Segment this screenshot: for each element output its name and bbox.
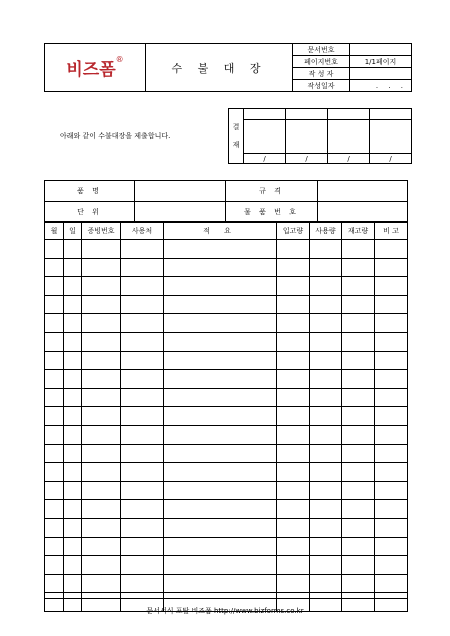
ledger-cell[interactable]: [310, 240, 342, 259]
unit-label: 단 위: [45, 202, 135, 223]
ledger-cell[interactable]: [342, 425, 375, 444]
approver-title-3[interactable]: [328, 109, 370, 120]
ledger-cell[interactable]: [277, 314, 310, 333]
ledger-cell[interactable]: [45, 258, 64, 277]
ledger-cell[interactable]: [121, 277, 164, 296]
ledger-cell[interactable]: [164, 240, 277, 259]
document-number-label: 문서번호: [293, 44, 350, 56]
ledger-cell[interactable]: [64, 500, 82, 519]
ledger-cell[interactable]: [342, 314, 375, 333]
author-label: 작 성 자: [293, 68, 350, 80]
ledger-cell[interactable]: [310, 351, 342, 370]
ledger-cell[interactable]: [45, 332, 64, 351]
ledger-cell[interactable]: [64, 444, 82, 463]
footer-divider: [44, 598, 407, 599]
ledger-cell[interactable]: [64, 332, 82, 351]
ledger-cell[interactable]: [375, 258, 408, 277]
ledger-cell[interactable]: [375, 314, 408, 333]
ledger-cell[interactable]: [82, 388, 121, 407]
ledger-cell[interactable]: [64, 277, 82, 296]
ledger-cell[interactable]: [121, 295, 164, 314]
ledger-cell[interactable]: [310, 537, 342, 556]
ledger-cell[interactable]: [375, 518, 408, 537]
ledger-cell[interactable]: [45, 295, 64, 314]
brand-logo: [45, 44, 146, 92]
submission-statement: 아래와 같이 수불대장을 제출합니다.: [60, 132, 171, 140]
ledger-cell[interactable]: [310, 556, 342, 575]
spec-label: 규 격: [226, 181, 318, 202]
table-row: [45, 277, 408, 296]
table-row: [45, 500, 408, 519]
ledger-cell[interactable]: [277, 332, 310, 351]
col-used: 사용량: [310, 222, 342, 240]
ledger-cell[interactable]: [45, 574, 64, 593]
ledger-cell[interactable]: [342, 537, 375, 556]
ledger-cell[interactable]: [82, 314, 121, 333]
ledger-cell[interactable]: [310, 388, 342, 407]
table-row: [45, 556, 408, 575]
item-number-label: 물 품 번 호: [226, 202, 318, 223]
ledger-cell[interactable]: [164, 332, 277, 351]
table-row: [45, 574, 408, 593]
ledger-cell[interactable]: [277, 425, 310, 444]
page-number-label: 페이지번호: [293, 56, 350, 68]
ledger-cell[interactable]: [82, 240, 121, 259]
approval-date-2[interactable]: /: [286, 154, 328, 164]
ledger-cell[interactable]: [64, 258, 82, 277]
ledger-cell[interactable]: [310, 481, 342, 500]
ledger-cell[interactable]: [164, 370, 277, 389]
col-usage-place: 사용처: [121, 222, 164, 240]
ledger-cell[interactable]: [82, 258, 121, 277]
ledger-cell[interactable]: [64, 518, 82, 537]
ledger-cell[interactable]: [277, 370, 310, 389]
ledger-cell[interactable]: [121, 388, 164, 407]
ledger-cell[interactable]: [45, 277, 64, 296]
ledger-cell[interactable]: [121, 314, 164, 333]
ledger-cell[interactable]: [310, 425, 342, 444]
table-row: [45, 463, 408, 482]
table-row: [45, 444, 408, 463]
footer-text: 문서서식 포탈 비즈폼 http://www.bizforms.co.kr: [146, 607, 304, 615]
ledger-cell[interactable]: [121, 370, 164, 389]
ledger-cell[interactable]: [277, 277, 310, 296]
ledger-cell[interactable]: [277, 500, 310, 519]
registered-mark: ®: [115, 55, 124, 64]
ledger-cell[interactable]: [64, 388, 82, 407]
ledger-cell[interactable]: [164, 277, 277, 296]
ledger-cell[interactable]: [342, 240, 375, 259]
ledger-cell[interactable]: [164, 314, 277, 333]
ledger-cell[interactable]: [277, 463, 310, 482]
ledger-cell[interactable]: [310, 463, 342, 482]
ledger-cell[interactable]: [82, 351, 121, 370]
ledger-cell[interactable]: [375, 277, 408, 296]
ledger-cell[interactable]: [277, 388, 310, 407]
ledger-cell[interactable]: [45, 481, 64, 500]
table-row: [45, 388, 408, 407]
ledger-cell[interactable]: [64, 314, 82, 333]
ledger-cell[interactable]: [310, 370, 342, 389]
ledger-cell[interactable]: [64, 351, 82, 370]
ledger-cell[interactable]: [164, 295, 277, 314]
table-row: [45, 295, 408, 314]
approver-title-1[interactable]: [244, 109, 286, 120]
ledger-cell[interactable]: [375, 556, 408, 575]
ledger-cell[interactable]: [164, 500, 277, 519]
form-title: 수 불 대 장: [146, 44, 293, 92]
ledger-cell[interactable]: [375, 388, 408, 407]
ledger-cell[interactable]: [64, 556, 82, 575]
ledger-cell[interactable]: [342, 388, 375, 407]
ledger-cell[interactable]: [310, 258, 342, 277]
ledger-cell[interactable]: [82, 277, 121, 296]
ledger-cell[interactable]: [277, 351, 310, 370]
ledger-cell[interactable]: [82, 332, 121, 351]
approval-label-top: 결: [232, 123, 240, 131]
ledger-cell[interactable]: [82, 295, 121, 314]
table-row: [45, 425, 408, 444]
ledger-cell[interactable]: [121, 258, 164, 277]
ledger-cell[interactable]: [375, 481, 408, 500]
ledger-cell[interactable]: [342, 295, 375, 314]
table-row: [45, 518, 408, 537]
ledger-cell[interactable]: [375, 444, 408, 463]
col-voucher-no: 증빙번호: [82, 222, 121, 240]
ledger-cell[interactable]: [45, 314, 64, 333]
approver-title-4[interactable]: [370, 109, 412, 120]
ledger-cell[interactable]: [342, 277, 375, 296]
ledger-cell[interactable]: [82, 425, 121, 444]
ledger-table: [44, 221, 408, 612]
table-row: [45, 314, 408, 333]
ledger-cell[interactable]: [277, 537, 310, 556]
ledger-cell[interactable]: [310, 314, 342, 333]
ledger-cell[interactable]: [164, 556, 277, 575]
ledger-cell[interactable]: [121, 574, 164, 593]
ledger-cell[interactable]: [82, 518, 121, 537]
ledger-cell[interactable]: [121, 556, 164, 575]
item-number-field[interactable]: [318, 202, 408, 223]
approval-date-4[interactable]: /: [370, 154, 412, 164]
ledger-cell[interactable]: [164, 258, 277, 277]
brand-logo-text: 비즈폼: [66, 60, 116, 80]
ledger-cell[interactable]: [121, 500, 164, 519]
ledger-cell[interactable]: [310, 295, 342, 314]
ledger-cell[interactable]: [64, 574, 82, 593]
approval-label-bottom: 재: [232, 141, 240, 149]
ledger-cell[interactable]: [164, 481, 277, 500]
ledger-cell[interactable]: [164, 463, 277, 482]
document-header: [44, 43, 412, 92]
ledger-cell[interactable]: [342, 500, 375, 519]
ledger-cell[interactable]: [121, 351, 164, 370]
ledger-cell[interactable]: [121, 444, 164, 463]
approver-sign-1[interactable]: [244, 120, 286, 154]
ledger-cell[interactable]: [375, 370, 408, 389]
table-row: [45, 481, 408, 500]
ledger-cell[interactable]: [277, 481, 310, 500]
table-row: [45, 537, 408, 556]
ledger-cell[interactable]: [45, 388, 64, 407]
table-row: [45, 258, 408, 277]
ledger-cell[interactable]: [375, 425, 408, 444]
ledger-cell[interactable]: [277, 556, 310, 575]
col-received: 입고량: [277, 222, 310, 240]
table-row: [45, 370, 408, 389]
ledger-cell[interactable]: [342, 332, 375, 351]
ledger-cell[interactable]: [277, 574, 310, 593]
author-field[interactable]: [350, 68, 412, 80]
col-remarks: 비 고: [375, 222, 408, 240]
ledger-cell[interactable]: [82, 463, 121, 482]
ledger-cell[interactable]: [45, 351, 64, 370]
ledger-cell[interactable]: [277, 407, 310, 426]
ledger-cell[interactable]: [277, 258, 310, 277]
ledger-cell[interactable]: [375, 463, 408, 482]
ledger-cell[interactable]: [375, 500, 408, 519]
page-number-field[interactable]: 1/1페이지: [350, 56, 412, 68]
ledger-cell[interactable]: [310, 277, 342, 296]
ledger-cell[interactable]: [375, 537, 408, 556]
ledger-cell[interactable]: [45, 463, 64, 482]
col-stock: 재고량: [342, 222, 375, 240]
approver-title-2[interactable]: [286, 109, 328, 120]
ledger-cell[interactable]: [64, 537, 82, 556]
ledger-cell[interactable]: [121, 481, 164, 500]
ledger-cell[interactable]: [45, 444, 64, 463]
ledger-cell[interactable]: [164, 574, 277, 593]
ledger-cell[interactable]: [342, 407, 375, 426]
ledger-cell[interactable]: [121, 537, 164, 556]
ledger-cell[interactable]: [121, 240, 164, 259]
ledger-cell[interactable]: [310, 407, 342, 426]
ledger-cell[interactable]: [164, 407, 277, 426]
ledger-cell[interactable]: [375, 351, 408, 370]
ledger-header-row: [45, 222, 408, 240]
ledger-cell[interactable]: [64, 425, 82, 444]
ledger-cell[interactable]: [82, 370, 121, 389]
ledger-cell[interactable]: [277, 240, 310, 259]
ledger-cell[interactable]: [82, 537, 121, 556]
approver-sign-2[interactable]: [286, 120, 328, 154]
ledger-cell[interactable]: [121, 407, 164, 426]
table-row: [45, 351, 408, 370]
ledger-cell[interactable]: [45, 407, 64, 426]
ledger-cell[interactable]: [82, 407, 121, 426]
date-label: 작성일자: [293, 80, 350, 92]
ledger-cell[interactable]: [342, 370, 375, 389]
ledger-cell[interactable]: [45, 500, 64, 519]
ledger-cell[interactable]: [82, 574, 121, 593]
ledger-cell[interactable]: [277, 518, 310, 537]
ledger-cell[interactable]: [164, 388, 277, 407]
ledger-cell[interactable]: [164, 425, 277, 444]
ledger-cell[interactable]: [310, 332, 342, 351]
unit-field[interactable]: [135, 202, 226, 223]
ledger-cell[interactable]: [121, 425, 164, 444]
ledger-cell[interactable]: [121, 518, 164, 537]
approval-date-3[interactable]: /: [328, 154, 370, 164]
col-month: 월: [45, 222, 64, 240]
ledger-cell[interactable]: [375, 574, 408, 593]
approver-sign-4[interactable]: [370, 120, 412, 154]
ledger-cell[interactable]: [342, 574, 375, 593]
ledger-cell[interactable]: [82, 481, 121, 500]
ledger-cell[interactable]: [45, 240, 64, 259]
table-row: [45, 407, 408, 426]
ledger-cell[interactable]: [375, 295, 408, 314]
ledger-cell[interactable]: [64, 481, 82, 500]
ledger-cell[interactable]: [375, 407, 408, 426]
document-number-field[interactable]: [350, 44, 412, 56]
ledger-cell[interactable]: [45, 556, 64, 575]
ledger-cell[interactable]: [64, 463, 82, 482]
ledger-cell[interactable]: [342, 518, 375, 537]
approver-sign-3[interactable]: [328, 120, 370, 154]
ledger-cell[interactable]: [64, 370, 82, 389]
ledger-cell[interactable]: [342, 258, 375, 277]
item-name-field[interactable]: [135, 181, 226, 202]
ledger-cell[interactable]: [45, 425, 64, 444]
ledger-cell[interactable]: [82, 444, 121, 463]
ledger-cell[interactable]: [342, 481, 375, 500]
ledger-cell[interactable]: [310, 574, 342, 593]
ledger-cell[interactable]: [121, 463, 164, 482]
ledger-cell[interactable]: [82, 500, 121, 519]
table-row: [45, 332, 408, 351]
approval-side-label: [229, 109, 244, 164]
ledger-cell[interactable]: [342, 444, 375, 463]
ledger-cell[interactable]: [310, 444, 342, 463]
col-description: 적 요: [164, 222, 277, 240]
date-field[interactable]: . . .: [350, 80, 412, 92]
spec-field[interactable]: [318, 181, 408, 202]
ledger-cell[interactable]: [375, 240, 408, 259]
item-info-table: [44, 180, 408, 223]
approval-date-1[interactable]: /: [244, 154, 286, 164]
ledger-cell[interactable]: [342, 351, 375, 370]
ledger-cell[interactable]: [375, 332, 408, 351]
ledger-cell[interactable]: [64, 295, 82, 314]
ledger-cell[interactable]: [310, 500, 342, 519]
ledger-cell[interactable]: [164, 444, 277, 463]
ledger-cell[interactable]: [342, 463, 375, 482]
ledger-cell[interactable]: [82, 556, 121, 575]
ledger-cell[interactable]: [64, 240, 82, 259]
table-row: [45, 240, 408, 259]
col-day: 일: [64, 222, 82, 240]
ledger-cell[interactable]: [45, 537, 64, 556]
ledger-cell[interactable]: [64, 407, 82, 426]
ledger-cell[interactable]: [277, 444, 310, 463]
ledger-cell[interactable]: [277, 295, 310, 314]
ledger-cell[interactable]: [45, 518, 64, 537]
ledger-cell[interactable]: [121, 332, 164, 351]
ledger-cell[interactable]: [310, 518, 342, 537]
ledger-cell[interactable]: [164, 518, 277, 537]
ledger-cell[interactable]: [45, 370, 64, 389]
ledger-cell[interactable]: [342, 556, 375, 575]
ledger-cell[interactable]: [164, 537, 277, 556]
ledger-cell[interactable]: [164, 351, 277, 370]
approval-box: [228, 108, 412, 164]
item-name-label: 품 명: [45, 181, 135, 202]
